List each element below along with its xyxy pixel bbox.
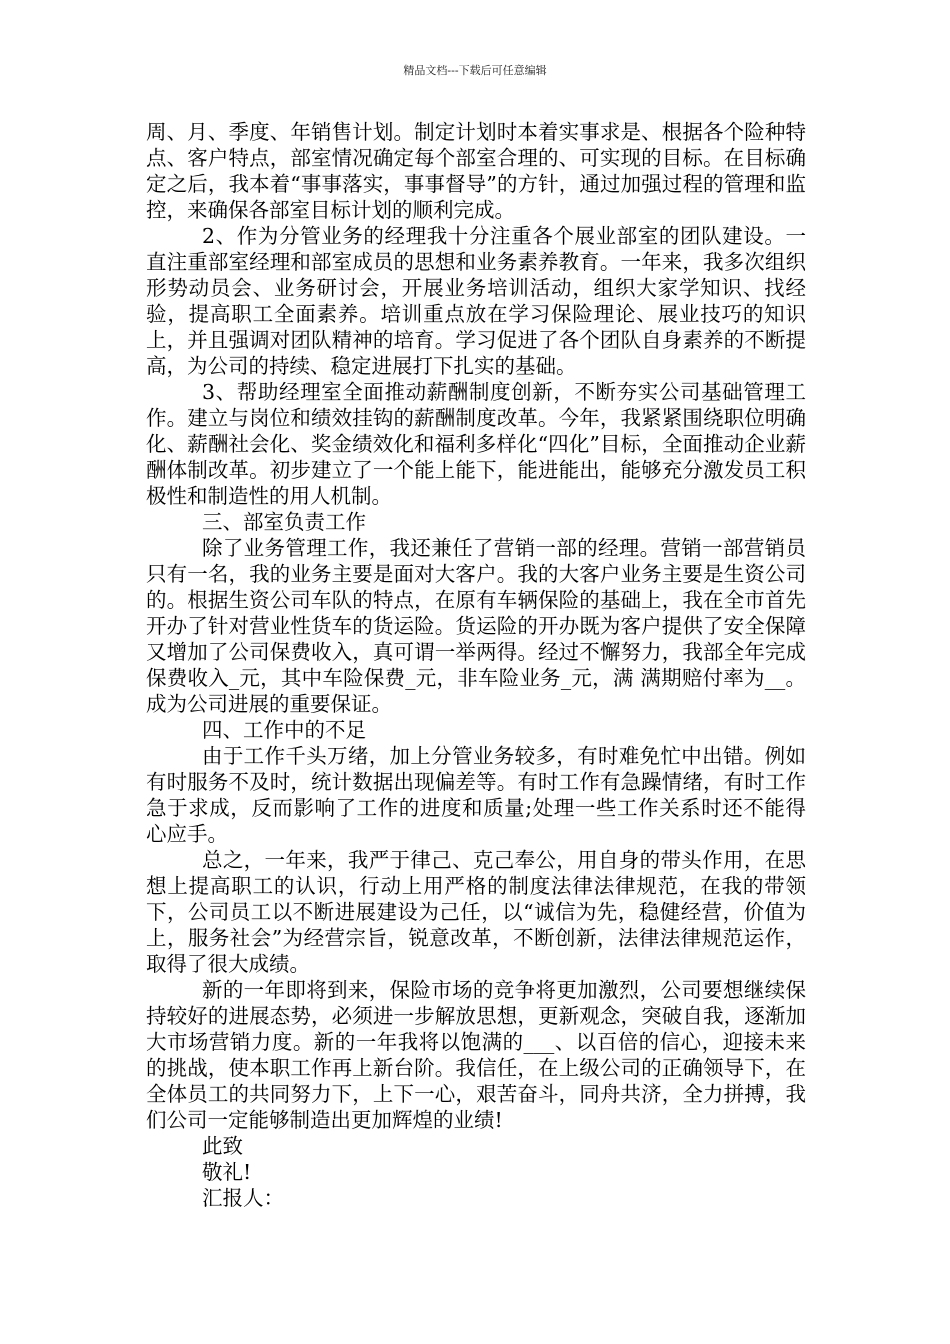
- paragraph-shortcomings: 由于工作千头万绪，加上分管业务较多，有时难免忙中出错。例如有时服务不及时，统计数据出现偏差等。有时工作有急躁情绪，有时工作急于求成，反而影响了工作的进度和质量;处理一些工作关系时还不能得心应手。: [146, 744, 806, 846]
- paragraph-plan-continuation: 周、月、季度、年销售计划。制定计划时本着实事求是、根据各个险种特点、客户特点，部室情况确定每个部室合理的、可实现的目标。在目标确定之后，我本着“事事落实，事事督导”的方针，通过加强过程的管理和监控，来确保各部室目标计划的顺利完成。: [146, 120, 806, 222]
- closing-regards: 敬礼!: [202, 1160, 252, 1184]
- paragraph-outlook: 新的一年即将到来，保险市场的竞争将更加激烈，公司要想继续保持较好的进展态势，必须进一步解放思想，更新观念，突破自我，逐渐加大市场营销力度。新的一年我将以饱满的___、以百倍的信心，迎接未来的挑战，使本职工作再上新台阶。我信任，在上级公司的正确领导下，在全体员工的共同努力下，上下一心，艰苦奋斗，同舟共济，全力拼搏，我们公司一定能够制造出更加辉煌的业绩!: [146, 978, 806, 1132]
- paragraph-salary-reform: 3、帮助经理室全面推动薪酬制度创新，不断夯实公司基础管理工作。建立与岗位和绩效挂钩的薪酬制度改革。今年，我紧紧围绕职位明确化、薪酬社会化、奖金绩效化和福利多样化“四化”目标，全面推动企业薪酬体制改革。初步建立了一个能上能下，能进能出，能够充分激发员工积极性和制造性的用人机制。: [146, 380, 806, 508]
- section-heading-shortcomings: 四、工作中的不足: [202, 718, 366, 742]
- page-header: 精品文档---下载后可任意编辑: [403, 64, 547, 77]
- paragraph-team-building: 2、作为分管业务的经理我十分注重各个展业部室的团队建设。一直注重部室经理和部室成员的思想和业务素养教育。一年来，我多次组织形势动员会、业务研讨会，开展业务培训活动，组织大家学知识、找经验，提高职工全面素养。培训重点放在学习保险理论、展业技巧的知识上，并且强调对团队精神的培育。学习促进了各个团队自身素养的不断提高，为公司的持续、稳定进展打下扎实的基础。: [146, 224, 806, 378]
- section-heading-department-work: 三、部室负责工作: [202, 510, 366, 534]
- paragraph-department-work: 除了业务管理工作，我还兼任了营销一部的经理。营销一部营销员只有一名，我的业务主要是面对大客户。我的大客户业务主要是生资公司的。根据生资公司车队的特点，在原有车辆保险的基础上，我在全市首先开办了针对营业性货车的货运险。货运险的开办既为客户提供了安全保障又增加了公司保费收入，真可谓一举两得。经过不懈努力，我部全年完成保费收入_元，其中车险保费_元，非车险业务_元，满 满期赔付率为__。成为公司进展的重要保证。: [146, 536, 806, 716]
- reporter-signature-label: 汇报人：: [202, 1186, 284, 1210]
- document-body: [146, 119, 806, 1211]
- paragraph-summary: 总之，一年来，我严于律己、克己奉公，用自身的带头作用，在思想上提高职工的认识，行动上用严格的制度法律法律规范，在我的带领下，公司员工以不断进展建设为己任，以“诚信为先，稳健经营，价值为上，服务社会”为经营宗旨，锐意改革，不断创新，法律法律规范运作，取得了很大成绩。: [146, 848, 806, 976]
- closing-salutation: 此致: [202, 1134, 243, 1158]
